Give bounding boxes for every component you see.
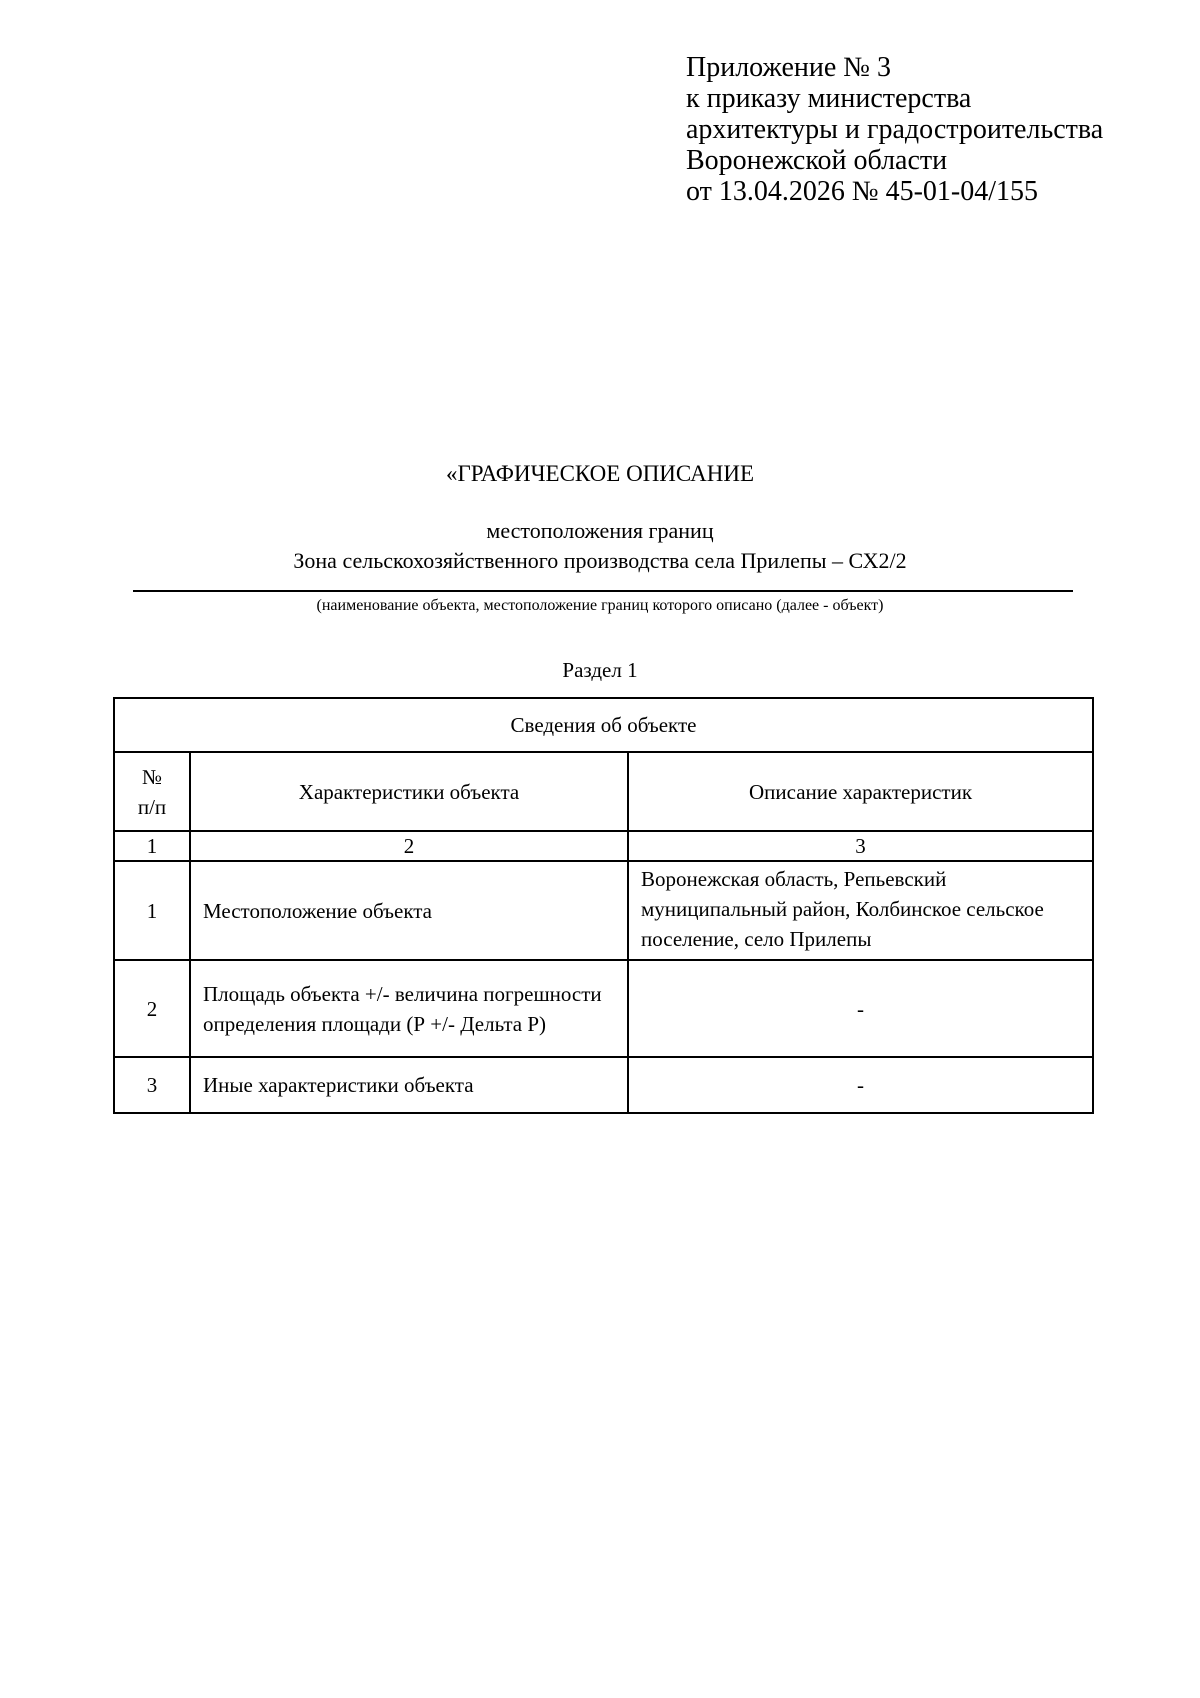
row-num: 1 xyxy=(114,861,190,960)
object-name-underline xyxy=(133,590,1073,592)
row-description: - xyxy=(628,1057,1093,1113)
row-description: Воронежская область, Репьевский муниципальный район, Колбинское сельское поселение, село Прилепы xyxy=(628,861,1093,960)
table-row xyxy=(114,861,1093,960)
row-num: 3 xyxy=(114,1057,190,1113)
section-label: Раздел 1 xyxy=(562,658,638,682)
table-row xyxy=(114,1057,1093,1113)
document-title: «ГРАФИЧЕСКОЕ ОПИСАНИЕ xyxy=(445,461,754,486)
appendix-line: архитектуры и градостроительства xyxy=(686,114,1104,145)
object-info-table xyxy=(113,697,1094,1114)
row-description: - xyxy=(628,960,1093,1057)
appendix-line: Воронежской области xyxy=(686,145,948,176)
column-number-row xyxy=(114,831,1093,861)
table-title: Сведения об объекте xyxy=(114,698,1093,752)
column-number: 1 xyxy=(114,831,190,861)
appendix-header xyxy=(686,52,1166,207)
header-description: Описание характеристик xyxy=(628,752,1093,831)
row-characteristic: Местоположение объекта xyxy=(190,861,628,960)
column-number: 3 xyxy=(628,831,1093,861)
row-num: 2 xyxy=(114,960,190,1057)
document-subtitle: местоположения границ xyxy=(486,518,714,543)
object-name-caption: (наименование объекта, местоположение границ которого описано (далее - объект) xyxy=(316,597,884,614)
object-name: Зона сельскохозяйственного производства села Прилепы – СХ2/2 xyxy=(293,548,907,573)
table-header-row xyxy=(114,752,1093,831)
appendix-line: от 13.04.2026 № 45-01-04/155 xyxy=(686,176,1039,207)
header-num xyxy=(114,752,190,831)
table-title-row xyxy=(114,698,1093,752)
table-row xyxy=(114,960,1093,1057)
column-number: 2 xyxy=(190,831,628,861)
appendix-line: Приложение № 3 xyxy=(686,52,891,83)
appendix-line: к приказу министерства xyxy=(686,83,972,114)
row-characteristic: Иные характеристики объекта xyxy=(190,1057,628,1113)
header-num-label: № п/п xyxy=(137,764,167,819)
header-characteristic: Характеристики объекта xyxy=(190,752,628,831)
row-characteristic: Площадь объекта +/- величина погрешности определения площади (Р +/- Дельта Р) xyxy=(190,960,628,1057)
